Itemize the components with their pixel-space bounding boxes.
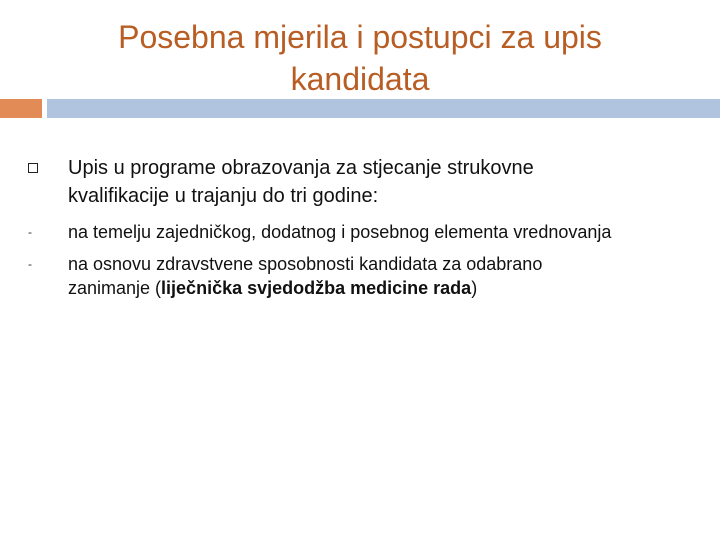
sub-bullet-2 xyxy=(68,252,708,300)
sub-bullet-2-suffix: ) xyxy=(471,278,478,298)
accent-bar-right xyxy=(47,99,720,118)
sub-bullet-1-text: na temelju zajedničkog, dodatnog i posebnog elementa vrednovanja xyxy=(68,222,612,242)
main-bullet-line-1: Upis u programe obrazovanja za stjecanje strukovne xyxy=(68,157,534,179)
sub-bullet-2-bold: liječnička svjedodžba medicine rada xyxy=(161,278,472,298)
dash-bullet-icon: - xyxy=(28,225,32,239)
square-bullet-icon xyxy=(28,163,38,173)
accent-bar-left xyxy=(0,99,42,118)
sub-bullet-2-line-1: na osnovu zdravstvene sposobnosti kandidata za odabrano xyxy=(68,254,543,274)
main-bullet-text xyxy=(68,154,708,210)
slide-title-line-1: Posebna mjerila i postupci za upis xyxy=(118,19,602,55)
sub-bullet-2-prefix: zanimanje ( xyxy=(68,278,162,298)
slide-title-line-2: kandidata xyxy=(290,61,430,97)
sub-bullet-2-line-2 xyxy=(68,276,708,300)
dash-bullet-icon: - xyxy=(28,257,32,271)
sub-bullet-1 xyxy=(68,220,708,244)
slide-title xyxy=(40,16,680,100)
main-bullet-line-2: kvalifikacije u trajanju do tri godine: xyxy=(68,185,379,207)
